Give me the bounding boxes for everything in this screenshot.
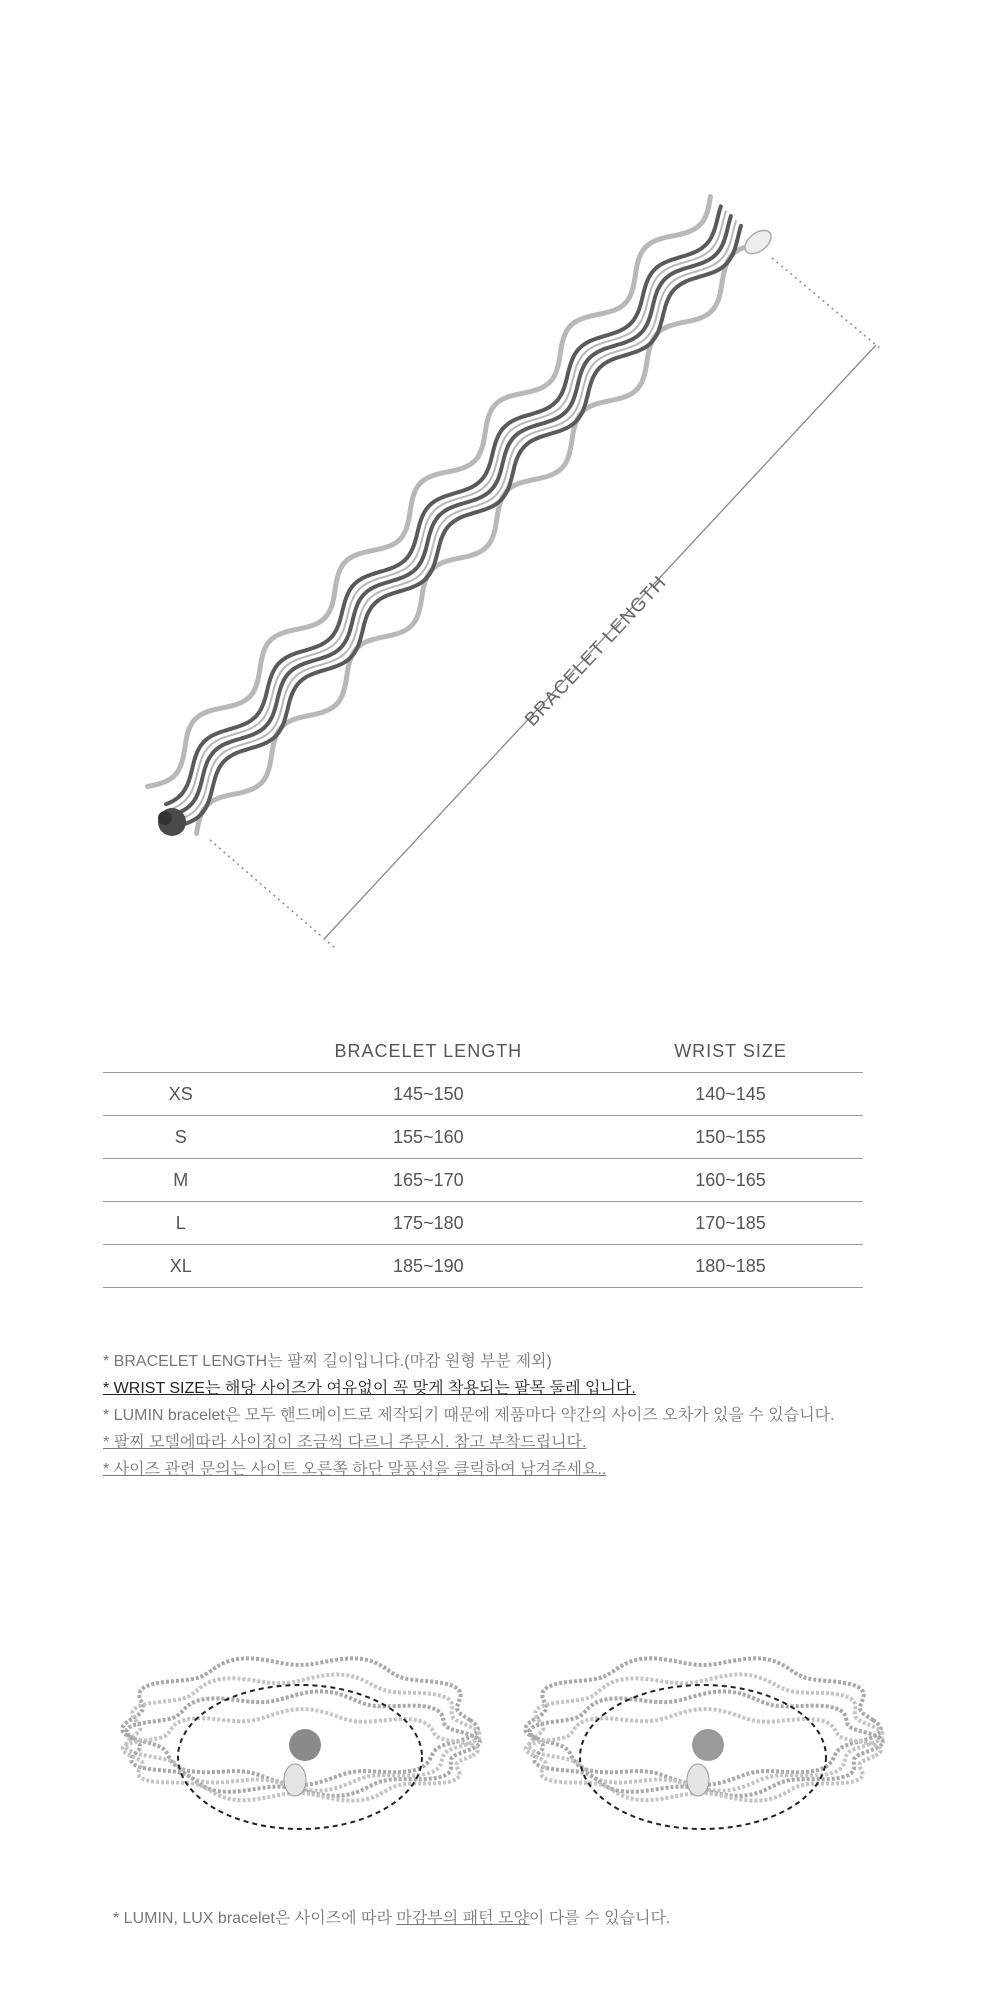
bracelet-length-cell: 145~150 [259,1073,598,1116]
bracelet-length-cell: 155~160 [259,1116,598,1159]
size-chart-table [103,1030,863,1288]
header-bracelet-length: BRACELET LENGTH [259,1030,598,1073]
size-cell: XL [103,1245,259,1288]
note-bracelet-length: * BRACELET LENGTH는 팔찌 길이입니다.(마감 원형 부분 제외) [103,1353,552,1370]
closure-knot [289,1729,321,1761]
bracelet-length-cell: 185~190 [259,1245,598,1288]
cord-strand [166,206,721,804]
closure-knot [692,1729,724,1761]
brand-tag [741,226,776,259]
closure-pattern-note [113,1905,670,1928]
bracelet-body [147,197,759,834]
bracelet-length-label: BRACELET LENGTH [521,571,671,731]
note-model-sizing: * 팔찌 모델에따라 사이징이 조금씩 다르니 주문시. 참고 부착드립니다. [103,1434,587,1451]
bead-strand-outer [147,197,710,787]
table-row [103,1073,863,1116]
note-contact-link[interactable]: * 사이즈 관련 문의는 사이트 오른쪽 하단 말풍선을 클릭하여 남겨주세요.. [103,1461,607,1478]
left-closeup-image [122,1658,480,1800]
size-cell: S [103,1116,259,1159]
dimension-extension-start [210,840,335,948]
bracelet-length-cell: 175~180 [259,1202,598,1245]
bracelet-length-cell: 165~170 [259,1159,598,1202]
table-row [103,1116,863,1159]
table-row [103,1245,863,1288]
size-cell: L [103,1202,259,1245]
wrist-size-cell: 140~145 [598,1073,863,1116]
table-row [103,1202,863,1245]
brand-tag [284,1764,306,1796]
bottom-note-underlined: 마감부의 패턴 모양 [396,1910,529,1927]
size-cell: M [103,1159,259,1202]
cord-strand [186,226,741,824]
dimension-extension-end [772,258,882,350]
bead-strand-outer [197,244,760,834]
header-wrist-size: WRIST SIZE [598,1030,863,1073]
knot-detail [158,811,172,825]
table-row [103,1159,863,1202]
cord-strand [176,216,731,814]
note-handmade: * LUMIN bracelet은 모두 핸드메이드로 제작되기 때문에 제품마다 약간의 사이즈 오차가 있을 수 있습니다. [103,1407,835,1424]
wrist-size-cell: 170~185 [598,1202,863,1245]
size-cell: XS [103,1073,259,1116]
note-wrist-size: * WRIST SIZE는 해당 사이즈가 여유없이 꼭 맞게 착용되는 팔목 둘레 입니다. [103,1380,636,1397]
bottom-note-prefix: * LUMIN, LUX bracelet은 사이즈에 따라 [113,1910,397,1927]
closeup-illustration [0,1580,1000,1840]
closure-closeups [0,1580,1000,1840]
wrist-size-cell: 150~155 [598,1116,863,1159]
size-notes [103,1348,963,1483]
right-closeup-image [525,1658,883,1800]
brand-tag [687,1764,709,1796]
table-header-row [103,1030,863,1073]
bottom-note-suffix: 이 다를 수 있습니다. [528,1910,671,1927]
wrist-size-cell: 180~185 [598,1245,863,1288]
wrist-size-cell: 160~165 [598,1159,863,1202]
header-size [103,1030,259,1073]
